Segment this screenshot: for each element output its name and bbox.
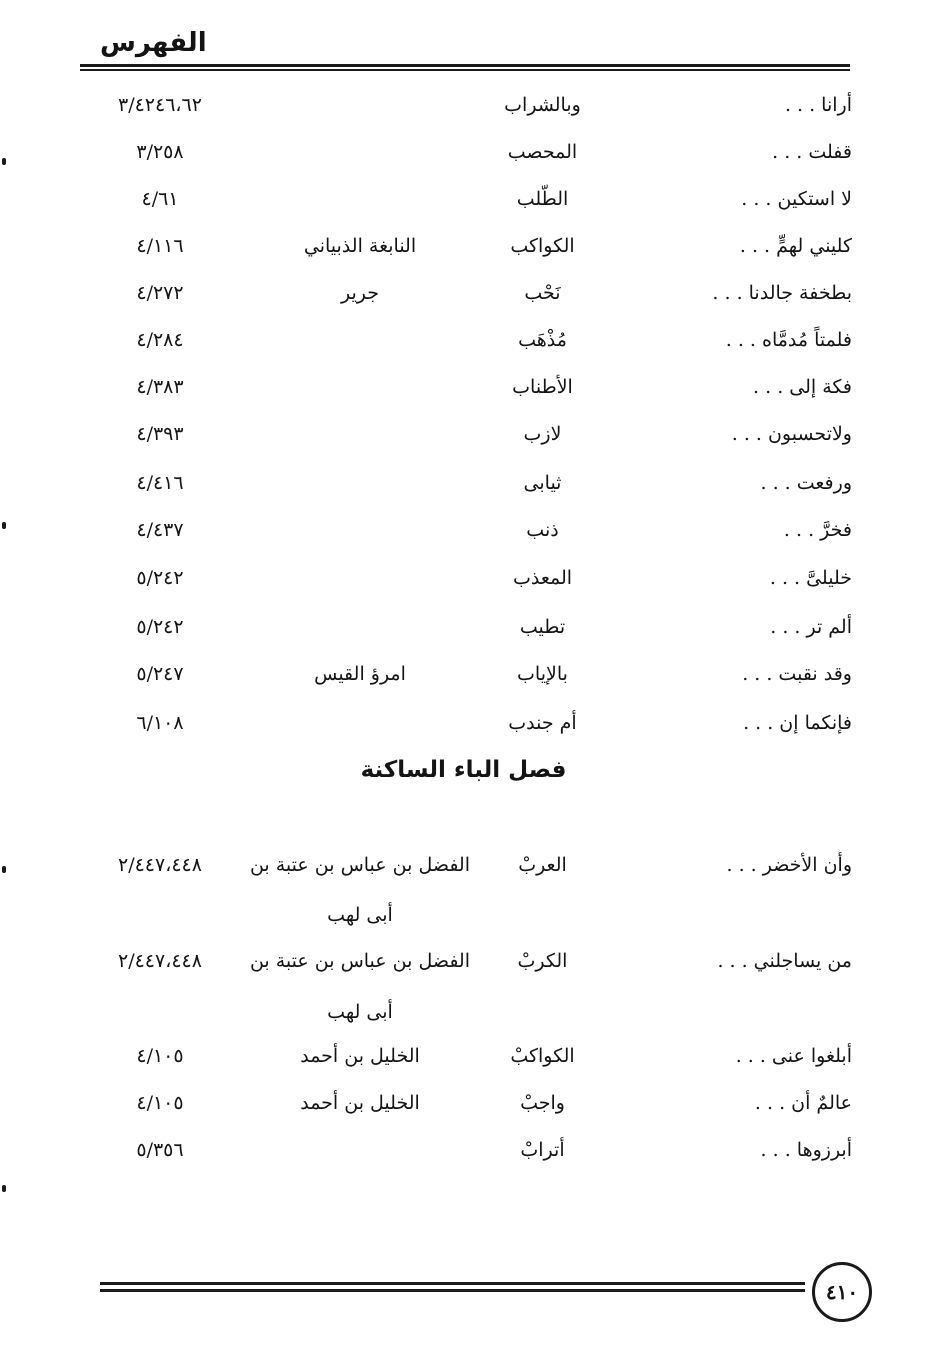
verse-opening: فكة إلى . . . [753,376,852,398]
index-row [0,1036,927,1076]
volume-page-ref: ٥/٢٤٧ [136,663,184,685]
index-row [0,414,927,454]
poet-name: جرير [341,282,379,304]
scan-edge-mark [2,158,6,165]
poet-name: امرؤ القيس [314,663,406,685]
verse-opening: خليلىَّ . . . [769,567,852,589]
index-row [0,132,927,172]
poet-name: الخليل بن أحمد [300,1045,420,1067]
section-heading: فصل الباء الساكنة [360,757,567,783]
volume-page-ref: ٢/٤٤٧،٤٤٨ [118,950,202,972]
rhyme-word: ذنب [526,519,559,541]
rhyme-word: المعذب [512,567,573,589]
index-row [0,367,927,407]
index-row [0,320,927,360]
verse-opening: ولاتحسبون . . . [731,423,852,445]
volume-page-ref: ٤/١٠٥ [136,1045,184,1067]
index-row [0,607,927,647]
volume-page-ref: ٥/٢٤٢ [136,616,184,638]
scan-edge-mark [2,522,6,529]
index-row [0,179,927,219]
volume-page-ref: ٦/١٠٨ [136,712,184,734]
rhyme-word: واجبْ [520,1092,565,1114]
index-row [0,226,927,266]
verse-opening: كليني لهمٍّ . . . [739,235,852,257]
poet-name: الفضل بن عباس بن عتبة بن [249,950,470,972]
rhyme-word: الكواكب [510,235,575,257]
verse-opening: أرانا . . . [784,94,852,116]
volume-page-ref: ٤/٣٩٣ [136,423,184,445]
rhyme-word: الطّلب [516,188,569,210]
index-row [0,463,927,503]
rhyme-word: بالإياب [517,663,568,685]
volume-page-ref: ٢/٤٤٧،٤٤٨ [118,854,202,876]
volume-page-ref: ٤/٢٧٢ [136,282,184,304]
volume-page-ref: ٥/٣٥٦ [136,1139,184,1161]
verse-opening: ورفعت . . . [760,472,852,494]
verse-opening: فإنكما إن . . . [743,712,852,734]
rhyme-word: مُذْهَب [518,329,567,351]
poet-name-continuation: أبى لهب [327,904,393,926]
verse-opening: بطخفة جالدنا . . . [712,282,852,304]
verse-opening: قفلت . . . [772,141,852,163]
volume-page-ref: ٣/٤٢٤٦،٦٢ [118,94,202,116]
volume-page-ref: ٤/١١٦ [136,235,184,257]
header-rule [80,64,850,71]
rhyme-word: الأطناب [512,376,573,398]
verse-opening: وقد نقبت . . . [742,663,852,685]
verse-opening: فلمتاً مُدمَّاه . . . [725,329,852,351]
poet-name: الخليل بن أحمد [300,1092,420,1114]
rhyme-word: ثيابى [523,472,562,494]
index-row [0,85,927,125]
index-row [0,510,927,550]
rhyme-word: أترابْ [520,1139,565,1161]
scan-edge-mark [2,866,6,873]
volume-page-ref: ٤/٦١ [141,188,179,210]
volume-page-ref: ٣/٢٥٨ [136,141,184,163]
volume-page-ref: ٤/٤١٦ [136,472,184,494]
index-row [0,1083,927,1123]
rhyme-word: وبالشراب [504,94,581,116]
verse-opening: من يساجلني . . . [717,950,852,972]
volume-page-ref: ٤/٢٨٤ [136,329,184,351]
index-row [0,845,927,885]
poet-name: الفضل بن عباس بن عتبة بن [249,854,470,876]
volume-page-ref: ٥/٢٤٢ [136,567,184,589]
poet-name-continuation: أبى لهب [327,1001,393,1023]
volume-page-ref: ٤/٤٣٧ [136,519,184,541]
index-row [0,703,927,743]
index-row [0,558,927,598]
page-header-title: الفهرس [100,28,207,58]
index-row [0,1130,927,1170]
rhyme-word: المحصب [507,141,578,163]
verse-opening: فخرَّ . . . [783,519,852,541]
verse-opening: لا استكين . . . [741,188,852,210]
volume-page-ref: ٤/٣٨٣ [136,376,184,398]
rhyme-word: نَحْب [524,282,561,304]
verse-opening: وأن الأخضر . . . [726,854,852,876]
scan-edge-mark [2,1185,6,1192]
rhyme-word: الكواكبْ [510,1045,575,1067]
page-number: ٤١٠ [812,1262,872,1322]
rhyme-word: أم جندب [508,712,577,734]
verse-opening: أبلغوا عنى . . . [735,1045,852,1067]
verse-opening: عالمٌ أن . . . [754,1092,852,1114]
volume-page-ref: ٤/١٠٥ [136,1092,184,1114]
rhyme-word: لازب [523,423,562,445]
rhyme-word: تطيب [519,616,566,638]
footer-rule [100,1282,805,1292]
index-row [0,941,927,981]
verse-opening: ألم تر . . . [770,616,852,638]
poet-name: النابغة الذبياني [303,235,417,257]
index-row [0,654,927,694]
verse-opening: أبرزوها . . . [760,1139,852,1161]
index-row [0,273,927,313]
rhyme-word: الكربْ [517,950,568,972]
rhyme-word: العربْ [518,854,567,876]
